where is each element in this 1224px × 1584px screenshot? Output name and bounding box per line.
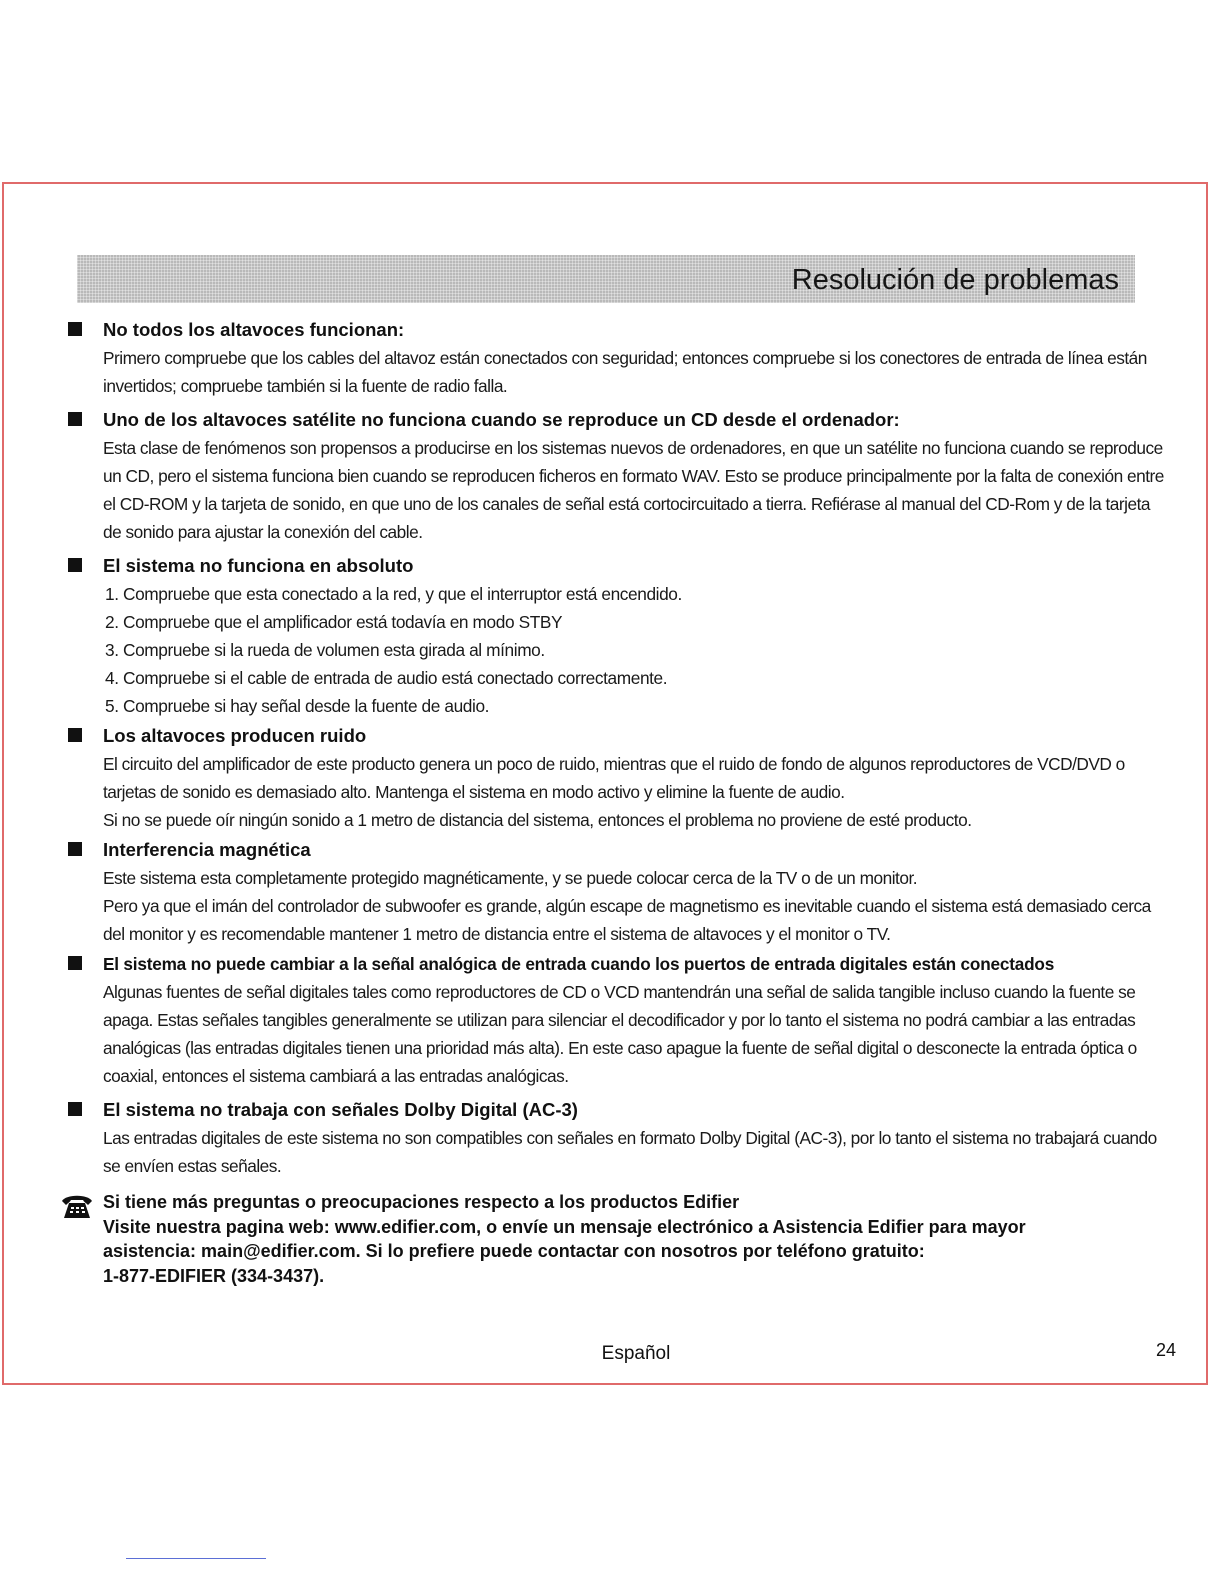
section-paragraph: Las entradas digitales de este sistema no son compatibles con señales en formato Dolby Digital (AC-3), por lo tanto el sistema no trabajará cuando se envíen estas señales.: [103, 1128, 1157, 1176]
page-title: Resolución de problemas: [791, 264, 1119, 296]
square-bullet-icon: [68, 412, 82, 426]
section-speaker-noise: [66, 722, 1170, 834]
section-paragraph: Este sistema esta completamente protegido magnéticamente, y se puede colocar cerca de la TV o de un monitor.: [103, 868, 918, 888]
section-system-not-working: [66, 552, 1170, 720]
section-paragraph: Esta clase de fenómenos son propensos a producirse en los sistemas nuevos de ordenadores, en que un satélite no funciona cuando se reproduce un CD, pero el sistema funciona bien cuando se reproducen ficheros en formato WAV. Esto se produce principalmente por la falta de conexión entre el CD-ROM y la tarjeta de sonido, en que uno de los canales de señal está cortocircuitado a tierra. Refiérase al manual del CD-Rom y de la tarjeta de sonido para ajustar la conexión del cable.: [103, 438, 1164, 542]
contact-email: asistencia: main@edifier.com. Si lo prefiere puede contactar con nosotros por teléfono gratuito:: [103, 1241, 925, 1261]
square-bullet-icon: [68, 322, 82, 336]
troubleshooting-content: [66, 316, 1170, 1288]
check-list: [103, 580, 1170, 720]
list-item: 5. Compruebe si hay señal desde la fuente de audio.: [105, 696, 490, 716]
contact-question: Si tiene más preguntas o preocupaciones respecto a los productos Edifier: [103, 1192, 740, 1212]
section-heading: Interferencia magnética: [103, 839, 311, 860]
square-bullet-icon: [68, 1102, 82, 1116]
square-bullet-icon: [68, 558, 82, 572]
square-bullet-icon: [68, 842, 82, 856]
section-title-bar: [77, 255, 1135, 303]
contact-phone: 1-877-EDIFIER (334-3437).: [103, 1265, 325, 1286]
section-heading: El sistema no puede cambiar a la señal analógica de entrada cuando los puertos de entrada digitales están conectados: [103, 954, 1055, 974]
section-magnetic-interference: [66, 836, 1170, 948]
section-paragraph: Si no se puede oír ningún sonido a 1 metro de distancia del sistema, entonces el problema no proviene de esté producto.: [103, 810, 972, 830]
section-paragraph: Algunas fuentes de señal digitales tales como reproductores de CD o VCD mantendrán una señal de salida tangible incluso cuando la fuente se apaga. Estas señales tangibles generalmente se utilizan para silenciar el decodificador y por lo tanto el sistema no podrá cambiar a las entradas analógicas (las entradas digitales tienen una prioridad más alta). En este caso apague la fuente de señal digital o desconecte la entrada óptica o coaxial, entonces el sistema cambiará a las entradas analógicas.: [103, 982, 1137, 1086]
list-item: 1. Compruebe que esta conectado a la red, y que el interruptor está encendido.: [105, 584, 682, 604]
square-bullet-icon: [68, 956, 82, 970]
square-bullet-icon: [68, 728, 82, 742]
list-item: 2. Compruebe que el amplificador está todavía en modo STBY: [105, 612, 563, 632]
page-number: 24: [1156, 1340, 1177, 1360]
telephone-icon: [60, 1192, 94, 1220]
section-heading: Los altavoces producen ruido: [103, 725, 367, 746]
section-heading: Uno de los altavoces satélite no funciona cuando se reproduce un CD desde el ordenador:: [103, 409, 900, 430]
section-heading: El sistema no funciona en absoluto: [103, 555, 414, 576]
contact-block: [66, 1190, 1170, 1288]
section-heading: No todos los altavoces funcionan:: [103, 319, 405, 340]
list-item: 4. Compruebe si el cable de entrada de audio está conectado correctamente.: [105, 668, 668, 688]
section-satellite-not-working: [66, 406, 1170, 546]
section-paragraph: Pero ya que el imán del controlador de subwoofer es grande, algún escape de magnetismo es inevitable cuando el sistema está demasiado cerca del monitor y es recomendable mantener 1 metro de distancia entre el sistema de altavoces y el monitor o TV.: [103, 896, 1151, 944]
footer-language-label: Español: [601, 1343, 671, 1364]
contact-website: Visite nuestra pagina web: www.edifier.com, o envíe un mensaje electrónico a Asistencia Edifier para mayor: [103, 1216, 1026, 1237]
section-heading: El sistema no trabaja con señales Dolby Digital (AC-3): [103, 1099, 578, 1120]
list-item: 3. Compruebe si la rueda de volumen esta girada al mínimo.: [105, 640, 545, 660]
section-paragraph: Primero compruebe que los cables del altavoz están conectados con seguridad; entonces compruebe si los conectores de entrada de línea están invertidos; compruebe también si la fuente de radio falla.: [103, 348, 1147, 396]
bottom-rule: [126, 1558, 266, 1559]
footer-language: [0, 1343, 1224, 1365]
section-paragraph: El circuito del amplificador de este producto genera un poco de ruido, mientras que el ruido de fondo de algunos reproductores de VCD/DVD o tarjetas de sonido es demasiado alto. Mantenga el sistema en modo activo y elimine la fuente de audio.: [103, 754, 1125, 802]
section-dolby-digital: [66, 1096, 1170, 1180]
section-analog-input-switch: [66, 950, 1170, 1090]
section-speakers-not-working: [66, 316, 1170, 400]
